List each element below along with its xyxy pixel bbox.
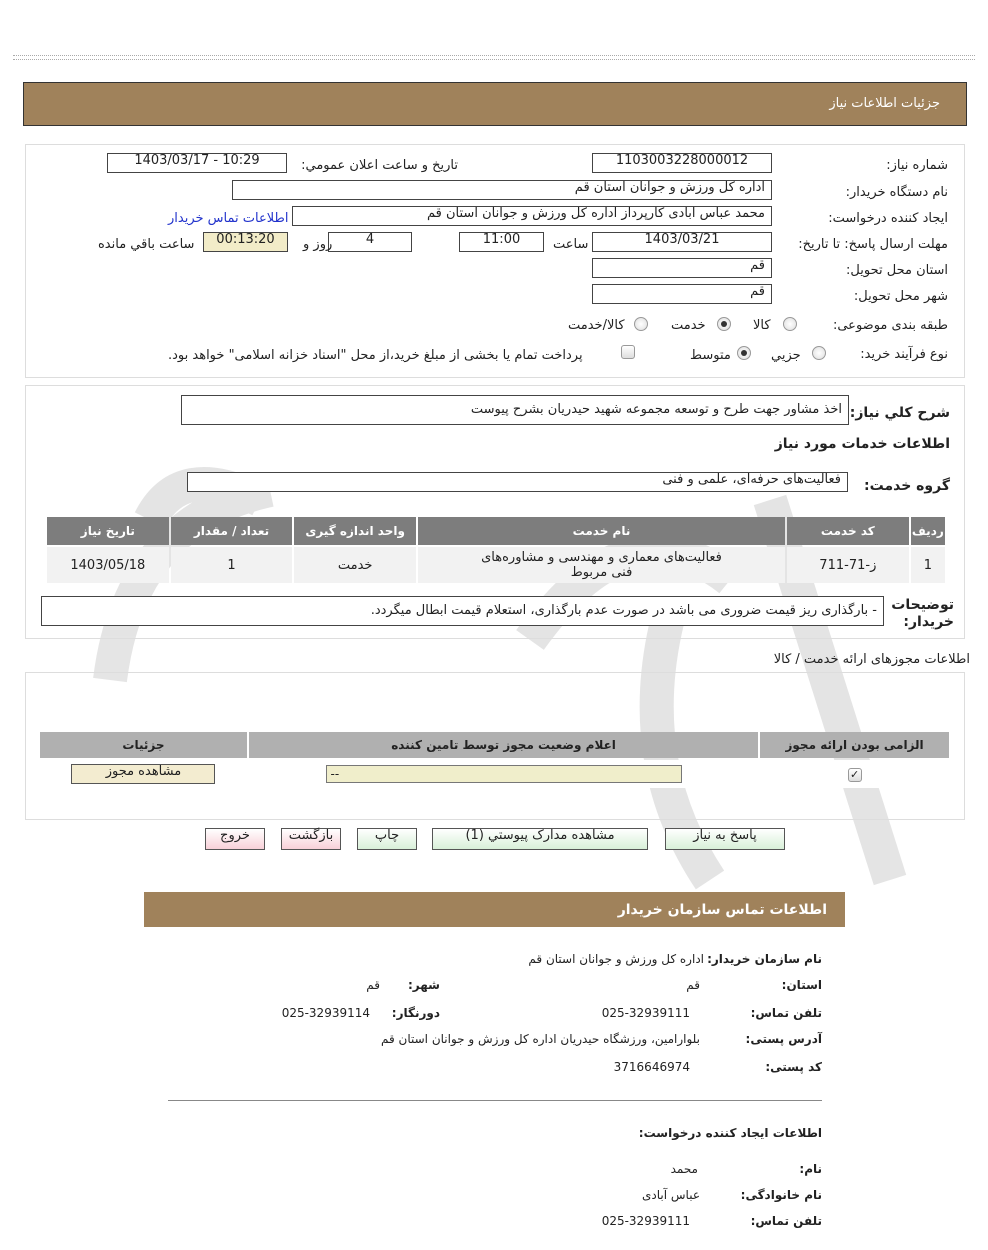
creator-name-value: محمد — [670, 1162, 698, 1176]
attachments-button[interactable]: مشاهده مدارک پيوستي (1) — [432, 828, 648, 850]
address-label: آدرس پستی: — [745, 1032, 822, 1046]
contact-city-value: قم — [366, 978, 380, 992]
creator-family-value: عباس آبادی — [642, 1188, 700, 1202]
service-code: ز-71-711 — [787, 547, 909, 583]
services-table — [45, 515, 947, 585]
contact-header — [144, 892, 845, 927]
service-qty: 1 — [171, 547, 293, 583]
days-field: 4 — [328, 232, 412, 252]
col-license-status: اعلام وضعيت مجوز توسط تامين کننده — [249, 732, 758, 758]
contact-divider — [168, 1100, 822, 1101]
process-medium-label: متوسط — [690, 348, 731, 363]
creator-phone-label: تلفن تماس: — [750, 1214, 822, 1228]
license-details-cell — [40, 760, 247, 788]
table-row — [47, 547, 945, 583]
col-unit: واحد اندازه گيری — [294, 517, 416, 545]
col-license-required: الزامی بودن ارائه مجوز — [760, 732, 949, 758]
creator-field: محمد عباس ابادی کارپرداز اداره کل ورزش و جوانان استان قم — [292, 206, 772, 226]
postal-value: 3716646974 — [613, 1060, 690, 1074]
license-status-cell — [249, 760, 758, 788]
creator-label: ايجاد کننده درخواست: — [828, 211, 948, 226]
buyer-contact-link[interactable]: اطلاعات تماس خريدار — [168, 211, 289, 226]
deadline-hour-field: 11:00 — [459, 232, 544, 252]
need-number-field: 1103003228000012 — [592, 153, 772, 173]
org-label: نام سازمان خريدار: — [707, 952, 822, 966]
postal-label: کد پستی: — [765, 1060, 822, 1074]
category-both-radio[interactable] — [634, 317, 648, 331]
remaining-time-field: 00:13:20 — [203, 232, 288, 252]
buyer-notes-field: - بارگذاری ريز قيمت ضروری می باشد در صورت عدم بارگذاری، استعلام قيمت ابطال ميگردد. — [41, 596, 884, 626]
contact-province-label: استان: — [781, 978, 822, 992]
back-button[interactable]: بازگشت — [281, 828, 341, 850]
province-label: استان محل تحويل: — [846, 263, 948, 278]
contact-title: اطلاعات تماس سازمان خريدار — [617, 902, 827, 918]
category-both-label: کالا/خدمت — [568, 318, 625, 333]
category-service-radio[interactable] — [717, 317, 731, 331]
city-field: قم — [592, 284, 772, 304]
summary-field: اخذ مشاور جهت طرح و توسعه مجموعه شهيد حيدريان بشرح پيوست — [181, 395, 849, 425]
table-row — [40, 760, 949, 788]
exit-button[interactable]: خروج — [205, 828, 265, 850]
process-medium-radio[interactable] — [737, 346, 751, 360]
process-minor-radio[interactable] — [812, 346, 826, 360]
org-value: اداره کل ورزش و جوانان استان قم — [528, 952, 704, 966]
licenses-title: اطلاعات مجوزهای ارائه خدمت / کالا — [773, 652, 970, 667]
top-divider — [13, 55, 975, 60]
buyer-notes-label: توضيحات خريدار: — [891, 597, 954, 630]
announce-field: 1403/03/17 - 10:29 — [107, 153, 287, 173]
service-unit: خدمت — [294, 547, 416, 583]
process-minor-label: جزيي — [771, 348, 801, 363]
province-field: قم — [592, 258, 772, 278]
buyer-label: نام دستگاه خريدار: — [845, 185, 948, 200]
need-number-label: شماره نياز: — [886, 158, 948, 173]
hour-label: ساعت — [553, 237, 589, 252]
process-label: نوع فرآيند خريد: — [860, 347, 948, 362]
contact-fax-label: دورنگار: — [391, 1006, 440, 1020]
creator-family-label: نام خانوادگی: — [740, 1188, 822, 1202]
col-name: نام خدمت — [418, 517, 785, 545]
licenses-table — [38, 730, 951, 790]
col-date: تاريخ نياز — [47, 517, 169, 545]
col-code: کد خدمت — [787, 517, 909, 545]
col-row: رديف — [911, 517, 945, 545]
creator-section-title: اطلاعات ايجاد کننده درخواست: — [638, 1126, 822, 1140]
treasury-payment-checkbox[interactable] — [621, 345, 635, 359]
deadline-label: مهلت ارسال پاسخ: تا تاريخ: — [798, 237, 948, 252]
page-header — [23, 82, 967, 126]
service-group-label: گروه خدمت: — [864, 478, 950, 494]
contact-fax-value: 025-32939114 — [281, 1006, 370, 1020]
creator-phone-value: 025-32939111 — [601, 1214, 690, 1228]
page-title: جزئيات اطلاعات نياز — [829, 96, 940, 111]
col-qty: تعداد / مقدار — [171, 517, 293, 545]
services-title: اطلاعات خدمات مورد نياز — [774, 436, 950, 452]
category-service-label: خدمت — [671, 318, 706, 333]
col-license-details: جزئيات — [40, 732, 247, 758]
summary-label: شرح کلي نياز: — [849, 405, 950, 421]
contact-phone-value: 025-32939111 — [601, 1006, 690, 1020]
license-required-checkbox: ✓ — [848, 768, 862, 782]
row-number: 1 — [911, 547, 945, 583]
license-status-input[interactable]: -- — [326, 765, 682, 783]
city-label: شهر محل تحويل: — [853, 289, 948, 304]
contact-city-label: شهر: — [408, 978, 440, 992]
remaining-label: ساعت باقي مانده — [98, 237, 195, 252]
category-label: طبقه بندی موضوعی: — [832, 318, 948, 333]
creator-name-label: نام: — [799, 1162, 822, 1176]
view-license-button[interactable]: مشاهده مجوز — [71, 764, 215, 784]
contact-phone-label: تلفن تماس: — [750, 1006, 822, 1020]
reply-button[interactable]: پاسخ به نياز — [665, 828, 785, 850]
treasury-payment-note: پرداخت تمام يا بخشی از مبلغ خريد،از محل "اسناد خزانه اسلامی" خواهد بود. — [168, 348, 583, 363]
category-goods-radio[interactable] — [783, 317, 797, 331]
license-required-cell — [760, 760, 949, 788]
service-date: 1403/05/18 — [47, 547, 169, 583]
contact-province-value: قم — [686, 978, 700, 992]
category-goods-label: کالا — [753, 318, 771, 333]
days-label: روز و — [303, 237, 333, 252]
deadline-date-field: 1403/03/21 — [592, 232, 772, 252]
service-name: فعاليت‌های معماری و مهندسی و مشاوره‌های فنی مربوط — [418, 547, 785, 583]
announce-label: تاريخ و ساعت اعلان عمومي: — [301, 158, 458, 173]
service-group-field: فعاليت‌های حرفه‌ای، علمی و فنی — [187, 472, 848, 492]
address-value: بلوارامين، ورزشگاه حيدريان اداره کل ورزش و جوانان استان قم — [381, 1032, 700, 1046]
buyer-field: اداره کل ورزش و جوانان استان قم — [232, 180, 772, 200]
print-button[interactable]: چاپ — [357, 828, 417, 850]
